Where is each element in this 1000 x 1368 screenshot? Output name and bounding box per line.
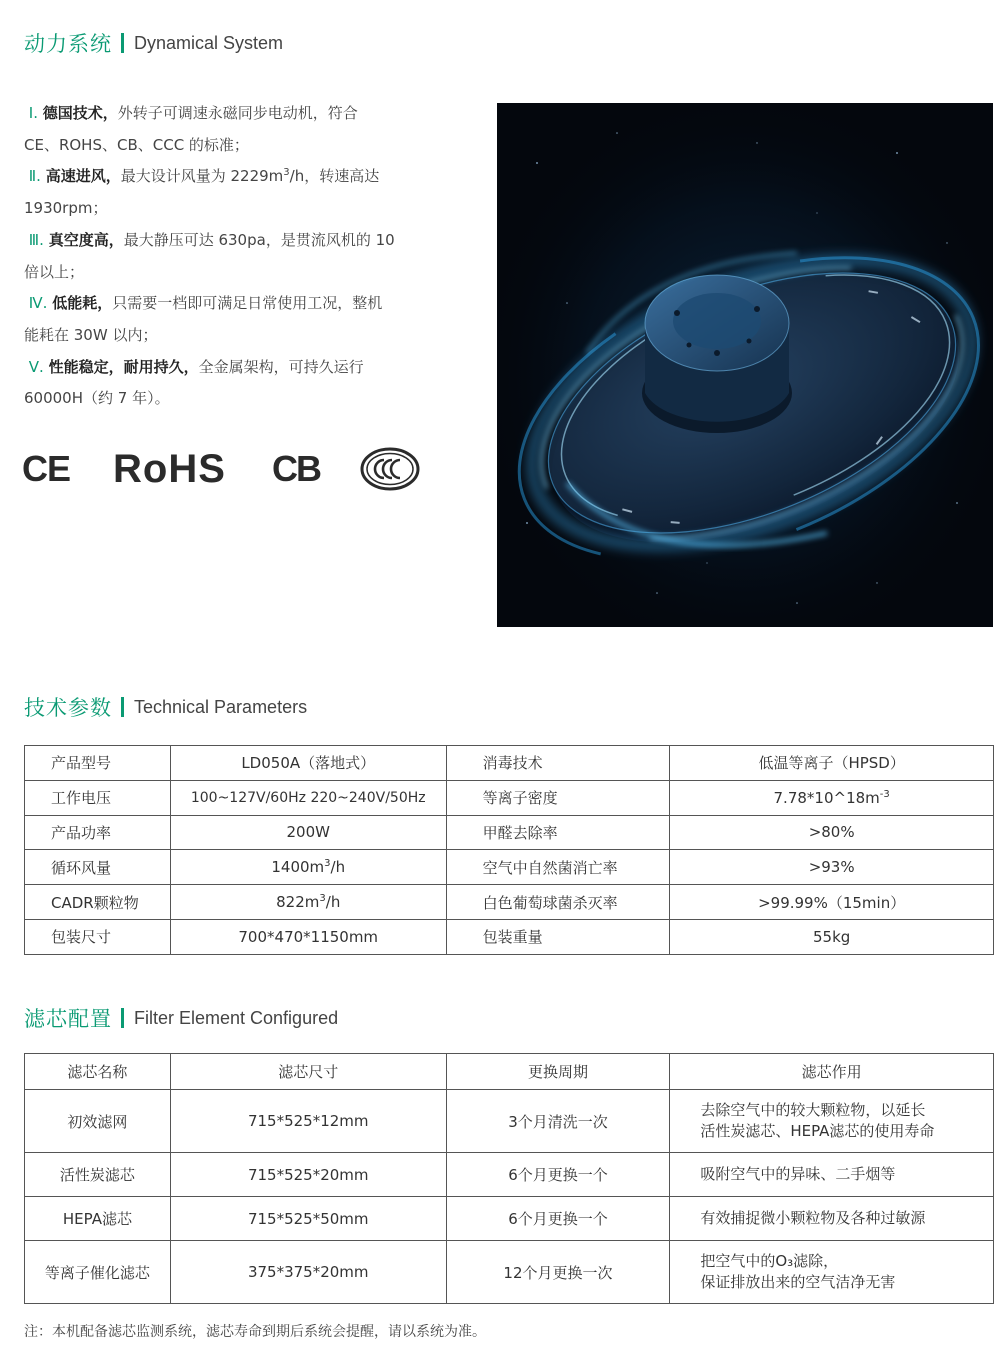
feature-superscript: 3 xyxy=(283,167,290,179)
table-row xyxy=(25,919,994,954)
feature-key: 性能稳定，耐用持久， xyxy=(48,357,199,376)
feature-number: Ⅰ. xyxy=(28,104,38,122)
ce-logo: CE xyxy=(22,448,71,489)
feature-key: 德国技术， xyxy=(42,104,118,122)
filter-name: 初效滤网 xyxy=(25,1090,171,1153)
filter-function-line: 保证排放出来的空气洁净无害 xyxy=(700,1273,896,1291)
feature-text-cont: 能耗在 30W 以内； xyxy=(24,325,158,344)
filter-function xyxy=(670,1090,994,1153)
feature-text: /h，转速高达 xyxy=(289,167,380,186)
param-value: >80% xyxy=(670,815,994,850)
feature-text: 全金属架构，可持久运行 xyxy=(198,357,364,376)
filter-cycle: 6个月更换一个 xyxy=(446,1197,670,1241)
technical-parameters-table xyxy=(24,745,994,955)
feature-text-cont: 1930rpm； xyxy=(24,199,108,218)
filter-function: 吸附空气中的异味、二手烟等 xyxy=(670,1153,994,1197)
filter-function xyxy=(670,1241,994,1304)
feature-item xyxy=(24,352,464,415)
filter-cycle: 6个月更换一个 xyxy=(446,1153,670,1197)
param-value: 低温等离子（HPSD） xyxy=(670,746,994,781)
param-superscript: -3 xyxy=(879,788,890,800)
param-label: 工作电压 xyxy=(25,780,171,815)
param-label: CADR颗粒物 xyxy=(25,885,171,920)
feature-text-cont: 倍以上； xyxy=(24,262,85,281)
title-divider xyxy=(121,33,124,53)
feature-text-cont: 60000H（约 7 年）。 xyxy=(24,389,170,408)
feature-list xyxy=(24,98,464,415)
param-label: 循环风量 xyxy=(25,850,171,885)
feature-key: 低能耗， xyxy=(52,294,113,313)
feature-text-cont: CE、ROHS、CB、CCC 的标准； xyxy=(24,135,249,154)
filter-name: HEPA滤芯 xyxy=(25,1197,171,1241)
section-title-en: Technical Parameters xyxy=(134,696,308,717)
section-title-cn: 滤芯配置 xyxy=(24,1007,112,1031)
filter-element-table xyxy=(24,1053,994,1304)
filter-function-line: 活性炭滤芯、HEPA滤芯的使用寿命 xyxy=(700,1122,935,1140)
param-value xyxy=(170,885,446,920)
footnote: 注：本机配备滤芯监测系统，滤芯寿命到期后系统会提醒，请以系统为准。 xyxy=(24,1324,486,1340)
table-row xyxy=(25,885,994,920)
param-label: 甲醛去除率 xyxy=(446,815,670,850)
param-label: 等离子密度 xyxy=(446,780,670,815)
title-divider xyxy=(121,697,124,717)
filter-cycle: 12个月更换一次 xyxy=(446,1241,670,1304)
param-value: >99.99%（15min） xyxy=(670,885,994,920)
column-header: 滤芯名称 xyxy=(25,1054,171,1090)
param-value: 200W xyxy=(170,815,446,850)
section-title-cn: 动力系统 xyxy=(24,32,112,56)
filter-name: 等离子催化滤芯 xyxy=(25,1241,171,1304)
certification-logos xyxy=(22,444,442,494)
column-header: 滤芯作用 xyxy=(670,1054,994,1090)
table-row xyxy=(25,850,994,885)
param-value: 700*470*1150mm xyxy=(170,919,446,954)
param-superscript: 3 xyxy=(319,893,326,905)
table-row xyxy=(25,1197,994,1241)
param-value-text: /h xyxy=(325,893,341,912)
section-title-en: Dynamical System xyxy=(134,32,284,53)
filter-size: 715*525*20mm xyxy=(170,1153,446,1197)
param-value: 100~127V/60Hz 220~240V/50Hz xyxy=(170,780,446,815)
filter-size: 715*525*50mm xyxy=(170,1197,446,1241)
section-title-dynamical xyxy=(24,28,283,58)
table-row xyxy=(25,780,994,815)
param-label: 消毒技术 xyxy=(446,746,670,781)
filter-size: 375*375*20mm xyxy=(170,1241,446,1304)
column-header: 滤芯尺寸 xyxy=(170,1054,446,1090)
feature-item xyxy=(24,161,464,224)
param-label: 空气中自然菌消亡率 xyxy=(446,850,670,885)
feature-item xyxy=(24,225,464,288)
filter-size: 715*525*12mm xyxy=(170,1090,446,1153)
param-label: 产品功率 xyxy=(25,815,171,850)
feature-item xyxy=(24,98,464,161)
feature-key: 真空度高， xyxy=(48,230,124,249)
feature-text: 最大设计风量为 2229m xyxy=(120,167,284,186)
param-label: 包装重量 xyxy=(446,919,670,954)
param-value-text: 7.78*10^18m xyxy=(773,788,880,807)
feature-number: Ⅴ. xyxy=(28,357,44,376)
table-row xyxy=(25,746,994,781)
param-superscript: 3 xyxy=(324,858,331,870)
feature-number: Ⅳ. xyxy=(28,294,48,313)
param-label: 产品型号 xyxy=(25,746,171,781)
param-label: 包装尺寸 xyxy=(25,919,171,954)
filter-name: 活性炭滤芯 xyxy=(25,1153,171,1197)
filter-function: 有效捕捉微小颗粒物及各种过敏源 xyxy=(670,1197,994,1241)
filter-function-line: 把空气中的O₃滤除， xyxy=(700,1252,839,1270)
table-row xyxy=(25,1153,994,1197)
section-title-cn: 技术参数 xyxy=(24,696,112,720)
ccc-icon xyxy=(360,446,420,492)
param-value xyxy=(670,780,994,815)
feature-number: Ⅱ. xyxy=(28,167,41,186)
cb-logo: CB xyxy=(272,448,320,489)
param-label: 白色葡萄球菌杀灭率 xyxy=(446,885,670,920)
table-row xyxy=(25,1090,994,1153)
table-row xyxy=(25,815,994,850)
table-header-row xyxy=(25,1054,994,1090)
param-value-text: 1400m xyxy=(271,858,325,877)
filter-function-line: 去除空气中的较大颗粒物，以延长 xyxy=(700,1101,926,1119)
table-row xyxy=(25,1241,994,1304)
column-header: 更换周期 xyxy=(446,1054,670,1090)
param-value-text: /h xyxy=(330,858,346,877)
title-divider xyxy=(121,1008,124,1028)
fan-product-image xyxy=(497,103,993,627)
section-title-en: Filter Element Configured xyxy=(134,1007,339,1028)
section-title-filter xyxy=(24,1003,338,1033)
filter-cycle: 3个月清洗一次 xyxy=(446,1090,670,1153)
feature-text: 只需要一档即可满足日常使用工况，整机 xyxy=(112,294,383,313)
rohs-logo: RoHS xyxy=(113,446,226,491)
feature-key: 高速进风， xyxy=(45,167,121,186)
feature-text: 最大静压可达 630pa，是贯流风机的 10 xyxy=(123,230,395,249)
param-value-text: 822m xyxy=(276,893,320,912)
param-value: 55kg xyxy=(670,919,994,954)
param-value: LD050A（落地式） xyxy=(170,746,446,781)
feature-text: 外转子可调速永磁同步电动机，符合 xyxy=(117,104,358,122)
feature-item xyxy=(24,288,464,351)
param-value: >93% xyxy=(670,850,994,885)
section-title-technical xyxy=(24,692,307,722)
feature-number: Ⅲ. xyxy=(28,230,44,249)
param-value xyxy=(170,850,446,885)
fan-motor-illustration xyxy=(497,103,993,627)
ccc-logo xyxy=(360,444,420,494)
